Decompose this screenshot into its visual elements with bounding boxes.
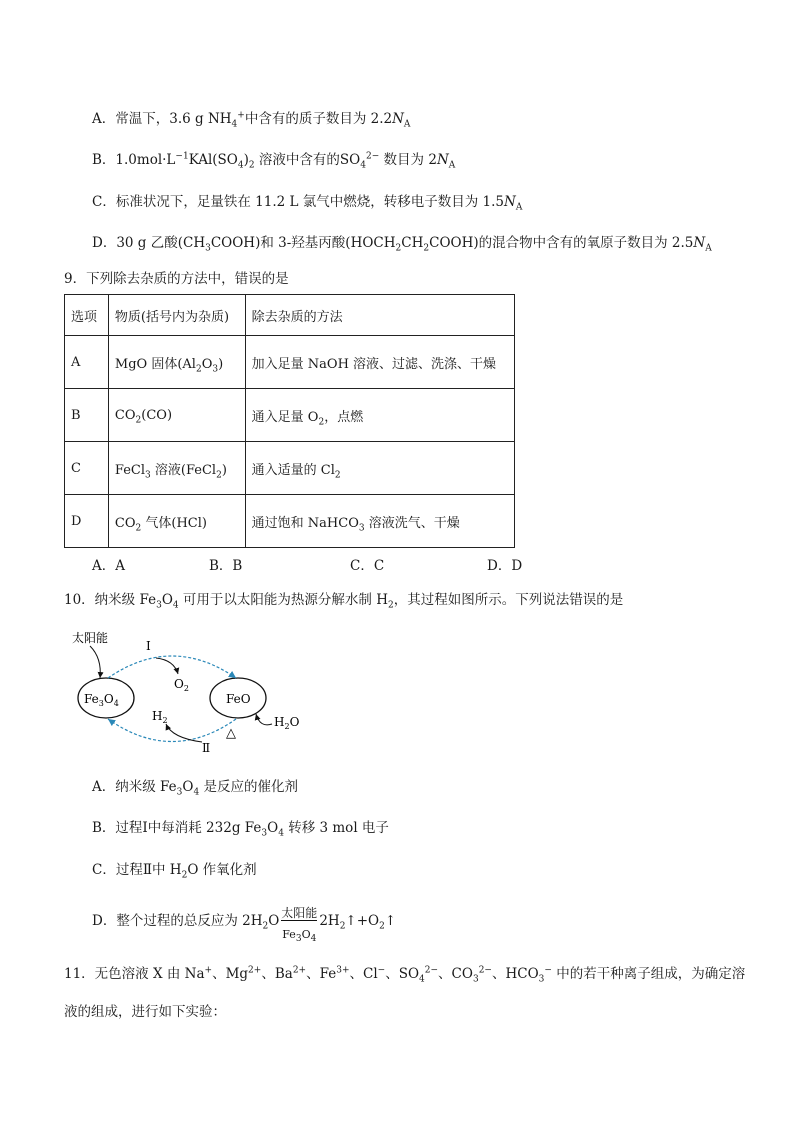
- table-row: [65, 336, 515, 389]
- row-substance: FeCl$_3$ 溶液(FeCl$_2$): [108, 442, 245, 495]
- row-substance: MgO 固体$(Al_2O_3)$: [108, 336, 245, 389]
- q10-option-c: C．过程Ⅱ中 $H_2O$ 作氧化剂: [92, 862, 257, 881]
- q9-answer-c: C．C: [350, 558, 385, 574]
- cycle-diagram: [62, 624, 342, 754]
- q9-answer-a: A．A: [92, 558, 125, 574]
- row-method: 通入适量的 $Cl_2$: [245, 442, 514, 495]
- feo-label: FeO: [226, 692, 251, 706]
- sun-label: 太阳能: [72, 631, 109, 645]
- q10-option-d: D．整个过程的总反应为 $2H_2O$ 太阳能 $Fe_3O_4$ $2H_2↑+O_2↑$: [92, 906, 397, 945]
- q8-option-a: A．常温下，3.6 g $NH_4^+$中含有的质子数目为 $2.2N_A$: [92, 110, 411, 130]
- q9-stem: 9．下列除去杂质的方法中，错误的是: [64, 271, 289, 287]
- h2-label: $H_2$: [152, 709, 168, 725]
- q8-option-d: D．30 g 乙酸$(CH_3COOH)$和 3-羟基丙酸$(HOCH_2CH_2COOH)$的混合物中含有的氧原子数目为 $2.5N_A$: [92, 235, 712, 254]
- q10-option-b: B．过程Ⅰ中每消耗 232g $Fe_3O_4$ 转移 3 mol 电子: [92, 820, 389, 839]
- q10-option-a: A．纳米级 $Fe_3O_4$ 是反应的催化剂: [92, 779, 299, 798]
- h2o-label: $H_2O$: [274, 715, 300, 731]
- q8-option-b: B．$1.0mol\cdot L^{-1}KAl(SO_4)_2$ 溶液中含有的$SO_4^{2-}$ 数目为 $2N_A$: [92, 151, 456, 171]
- o2-label: $O_2$: [174, 677, 189, 693]
- row-substance: $CO_2(CO)$: [108, 389, 245, 442]
- q8-option-c: C．标准状况下，足量铁在 11.2 L 氯气中燃烧，转移电子数目为 $1.5N_A$: [92, 194, 523, 213]
- arc-top-arrow: [108, 656, 236, 678]
- heat-symbol: △: [226, 726, 236, 741]
- q9-table: [64, 294, 515, 548]
- q11-stem-line1: 11．无色溶液 X 由 Na+、$Mg^{2+}$、$Ba^{2+}$、$Fe^{3+}$、Cl−、$SO_4^{2-}$、$CO_3^{2-}$、$HCO_3^-$ 中的若干种离子组成，为确定溶: [64, 965, 746, 985]
- row-option: A: [65, 336, 109, 389]
- row-method: 通过饱和 NaHCO$_3$ 溶液洗气、干燥: [245, 495, 514, 548]
- q9-answer-d: D．D: [487, 558, 523, 574]
- row-option: B: [65, 389, 109, 442]
- arc-bottom-arrow: [108, 719, 236, 742]
- reaction-condition: 太阳能 $Fe_3O_4$: [281, 906, 318, 945]
- table-header-row: [65, 295, 515, 336]
- sun-arrow: [90, 646, 100, 678]
- table-row: [65, 495, 515, 548]
- q10-stem: 10．纳米级 $Fe_3O_4$ 可用于以太阳能为热源分解水制 $H_2$，其过程如图所示。下列说法错误的是: [64, 592, 624, 611]
- header-option: 选项: [65, 295, 109, 336]
- header-substance: 物质(括号内为杂质): [108, 295, 245, 336]
- h2o-arrow: [256, 714, 272, 725]
- row-substance: $CO_2$ 气体(HCl): [108, 495, 245, 548]
- h2-arrow: [166, 724, 202, 742]
- q11-stem-line2: 液的组成，进行如下实验：: [64, 1004, 226, 1020]
- step2-label: Ⅱ: [202, 741, 211, 754]
- o2-arrow: [156, 658, 178, 674]
- q9-answer-b: B．B: [209, 558, 243, 574]
- fe3o4-label: $Fe_3O_4$: [84, 692, 119, 708]
- row-method: 通入足量 $O_2$，点燃: [245, 389, 514, 442]
- step1-label: Ⅰ: [146, 639, 151, 653]
- row-option: D: [65, 495, 109, 548]
- table-row: [65, 442, 515, 495]
- row-option: C: [65, 442, 109, 495]
- row-method: 加入足量 NaOH 溶液、过滤、洗涤、干燥: [245, 336, 514, 389]
- table-row: [65, 389, 515, 442]
- header-method: 除去杂质的方法: [245, 295, 514, 336]
